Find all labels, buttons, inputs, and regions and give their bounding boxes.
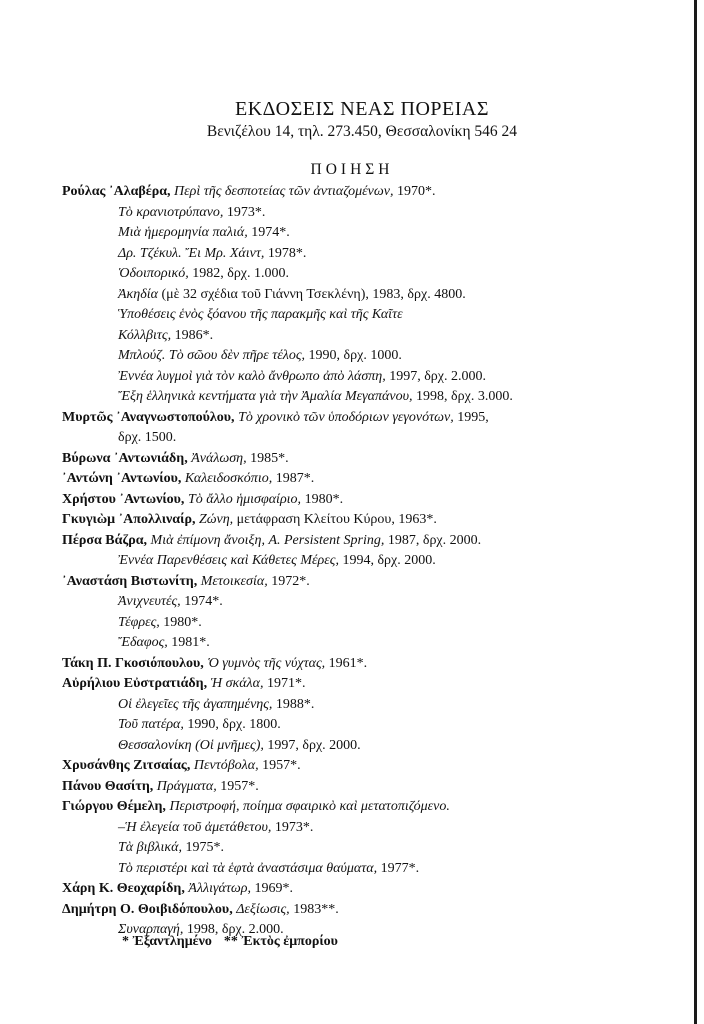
catalog-entry	[62, 613, 692, 634]
entry-details: 1994, δρχ. 2000.	[342, 553, 436, 568]
legend-out-of-print: * Ἐξαντλημένο	[122, 934, 212, 949]
entry-details: 1982, δρχ. 1.000.	[192, 266, 290, 281]
entry-details: 1990, δρχ. 1000.	[308, 348, 402, 363]
entry-title: Κόλλβιτς,	[118, 327, 172, 343]
entry-details: 1969*.	[254, 881, 293, 896]
footer-legend	[122, 932, 338, 952]
entry-details: 1975*.	[185, 840, 224, 855]
entry-details: 1983**.	[293, 901, 339, 917]
catalog-entry	[62, 346, 692, 367]
catalog-entry	[62, 572, 692, 593]
entry-details: 1995,	[457, 409, 489, 425]
entry-details: 1971*.	[266, 676, 306, 691]
entry-details: μετάφραση Κλείτου Κύρου, 1963*.	[236, 512, 437, 527]
catalog-entry	[62, 797, 692, 818]
entry-details: 1985*.	[250, 450, 289, 466]
publisher-name: ΕΚΔΟΣΕΙΣ ΝΕΑΣ ΠΟΡΕΙΑΣ	[235, 98, 489, 120]
publisher-address: Βενιζέλου 14, τηλ. 273.450, Θεσσαλονίκη 546 24	[206, 123, 518, 140]
section-title: ΠΟΙΗΣΗ	[310, 161, 394, 178]
entry-title: Μπλούζ. Τὸ σῶου δὲν πῆρε τέλος,	[118, 348, 306, 363]
catalog-entry	[62, 695, 692, 716]
legend-not-for-sale: ** Ἐκτὸς ἐμπορίου	[223, 934, 338, 949]
catalog-entry	[62, 264, 692, 285]
catalog-entry	[62, 182, 692, 203]
entry-title: Ἐννέα λυγμοὶ γιὰ τὸν καλὸ ἄνθρωπο ἀπὸ λάσπη,	[118, 368, 386, 384]
entry-details: 1970*.	[396, 184, 436, 199]
entry-details: 1978*.	[267, 245, 307, 261]
catalog-list	[62, 182, 692, 941]
entry-details: 1986*.	[174, 327, 214, 343]
catalog-entry	[62, 449, 692, 470]
catalog-entry	[62, 285, 692, 306]
entry-author: Χάρη Κ. Θεοχαρίδη,	[62, 881, 185, 896]
entry-title: Ζώνη,	[198, 512, 234, 527]
catalog-entry	[62, 838, 692, 859]
entry-title: Οἱ ἐλεγεῖες τῆς ἀγαπημένης,	[118, 696, 273, 712]
catalog-entry	[62, 592, 692, 613]
entry-title: Τὰ βιβλικά,	[118, 840, 182, 855]
entry-title: Ὑποθέσεις ἑνὸς ξόανου τῆς παρακμῆς καὶ τῆς Καῖτε	[118, 307, 403, 322]
catalog-entry	[62, 469, 692, 490]
entry-details: 1980*.	[304, 491, 344, 507]
catalog-entry	[62, 633, 692, 654]
entry-title: Τὸ κρανιοτρύπανο,	[118, 204, 224, 220]
catalog-entry	[62, 859, 692, 880]
entry-title: Ἀνάλωση,	[191, 450, 247, 466]
entry-author: Βύρωνα ᾿Αντωνιάδη,	[62, 450, 188, 466]
catalog-entry	[62, 428, 692, 449]
entry-title: Περιστροφή, ποίημα σφαιρικὸ καὶ μετατοπιζόμενο.	[169, 799, 450, 814]
entry-author: Μυρτῶς ᾿Αναγνωστοπούλου,	[62, 409, 235, 425]
catalog-entry	[62, 818, 692, 839]
catalog-entry	[62, 777, 692, 798]
entry-title: Ἡ σκάλα,	[210, 676, 264, 691]
entry-title: Δρ. Τζέκυλ. Ἔι Μρ. Χάιντ,	[118, 245, 265, 261]
entry-author: ᾿Αντώνη ᾿Αντωνίου,	[62, 471, 182, 486]
entry-author: Γιώργου Θέμελη,	[62, 799, 166, 814]
catalog-entry	[62, 551, 692, 572]
entry-details: 1998, δρχ. 3.000.	[416, 389, 513, 404]
entry-author: Γκυγιὼμ ᾿Απολλιναίρ,	[62, 512, 196, 527]
catalog-entry	[62, 736, 692, 757]
catalog-entry	[62, 510, 692, 531]
entry-details: 1957*.	[262, 758, 301, 773]
entry-title: Περὶ τῆς δεσποτείας τῶν ἀντιαζομένων,	[174, 184, 394, 199]
page-header	[0, 97, 704, 142]
catalog-entry	[62, 223, 692, 244]
entry-details: 1981*.	[171, 635, 210, 650]
entry-title: Τέφρες,	[118, 614, 160, 630]
entry-details: 1988*.	[275, 696, 315, 712]
catalog-entry	[62, 879, 692, 900]
entry-author: Χρήστου ᾿Αντωνίου,	[62, 491, 185, 507]
entry-title: Ἀκηδία	[118, 286, 158, 302]
catalog-entry	[62, 654, 692, 675]
catalog-entry	[62, 490, 692, 511]
entry-title: Καλειδοσκόπιο,	[184, 471, 273, 486]
entry-title: Ἀνιχνευτές,	[118, 594, 181, 609]
entry-author: Χρυσάνθης Ζιτσαίας,	[62, 758, 191, 773]
entry-details: 1974*.	[184, 594, 223, 609]
entry-details: 1972*.	[271, 573, 310, 589]
entry-title: Πεντόβολα,	[193, 758, 259, 773]
entry-details: 1987*.	[275, 471, 315, 486]
catalog-entry	[62, 367, 692, 388]
catalog-entry	[62, 244, 692, 265]
entry-details: 1977*.	[380, 860, 420, 876]
entry-details: (μὲ 32 σχέδια τοῦ Γιάννη Τσεκλένη), 1983, δρχ. 4800.	[161, 286, 466, 302]
entry-details: 1987, δρχ. 2000.	[387, 532, 482, 548]
entry-title: Πράγματα,	[156, 778, 217, 794]
entry-details: 1998, δρχ. 2.000.	[186, 922, 284, 937]
entry-title: Τὸ περιστέρι καὶ τὰ ἑφτὰ ἀναστάσιμα θαύματα,	[118, 860, 378, 876]
catalog-entry	[62, 203, 692, 224]
page-edge-line	[694, 0, 697, 1024]
entry-title: Τὸ ἄλλο ἡμισφαίριο,	[187, 491, 302, 507]
catalog-entry	[62, 531, 692, 552]
catalog-entry	[62, 326, 692, 347]
catalog-entry	[62, 408, 692, 429]
catalog-entry	[62, 387, 692, 408]
entry-details: 1973*.	[274, 819, 314, 835]
entry-details: 1961*.	[328, 655, 368, 671]
entry-title: Ἔξη ἑλληνικὰ κεντήματα γιὰ τὴν Ἀμαλία Μεγαπάνου,	[118, 389, 413, 404]
entry-title: Μετοικεσία,	[200, 573, 268, 589]
entry-title: Τὸ χρονικὸ τῶν ὑποδόριων γεγονότων,	[238, 409, 454, 425]
entry-title: Ἔδαφος,	[118, 635, 168, 650]
entry-title: –Ἡ ἐλεγεία τοῦ ἀμετάθετου,	[118, 819, 272, 835]
entry-details: 1997, δρχ. 2000.	[267, 737, 361, 753]
entry-title: Τοῦ πατέρα,	[118, 717, 184, 732]
entry-author: Ρούλας ᾿Αλαβέρα,	[62, 184, 171, 199]
entry-details: 1997, δρχ. 2.000.	[389, 368, 486, 384]
catalog-entry	[62, 305, 692, 326]
entry-details: 1990, δρχ. 1800.	[187, 717, 281, 732]
entry-title: Ἐννέα Παρενθέσεις καὶ Κάθετες Μέρες,	[118, 553, 339, 568]
entry-author: Πέρσα Βάζρα,	[62, 532, 148, 548]
entry-title: Ὁ γυμνὸς τῆς νύχτας,	[207, 655, 326, 671]
entry-title: Μιὰ ἐπίμονη ἄνοιξη, A. Persistent Spring,	[150, 532, 385, 548]
entry-title: Ἀλλιγάτωρ,	[188, 881, 251, 896]
entry-details: 1974*.	[251, 225, 290, 240]
catalog-entry	[62, 900, 692, 921]
entry-details: 1980*.	[163, 614, 202, 630]
entry-author: Τάκη Π. Γκοσιόπουλου,	[62, 655, 204, 671]
entry-author: Πάνου Θασίτη,	[62, 778, 154, 794]
catalog-entry	[62, 756, 692, 777]
entry-details: 1957*.	[220, 778, 259, 794]
entry-details: δρχ. 1500.	[118, 430, 177, 445]
entry-author: ᾿Αναστάση Βιστωνίτη,	[62, 573, 198, 589]
catalog-entry	[62, 715, 692, 736]
entry-details: 1973*.	[226, 204, 266, 220]
entry-title: Θεσσαλονίκη (Οἱ μνῆμες),	[118, 737, 264, 753]
catalog-entry	[62, 674, 692, 695]
entry-author: Δημήτρη Ο. Θοιβιδόπουλου,	[62, 901, 233, 917]
entry-title: Δεξίωσις,	[236, 901, 290, 917]
entry-title: Συναρπαγή,	[118, 922, 184, 937]
entry-title: Ὁδοιπορικό,	[118, 266, 189, 281]
entry-author: Αὐρήλιου Εὐστρατιάδη,	[62, 676, 208, 691]
entry-title: Μιὰ ἡμερομηνία παλιά,	[118, 225, 248, 240]
